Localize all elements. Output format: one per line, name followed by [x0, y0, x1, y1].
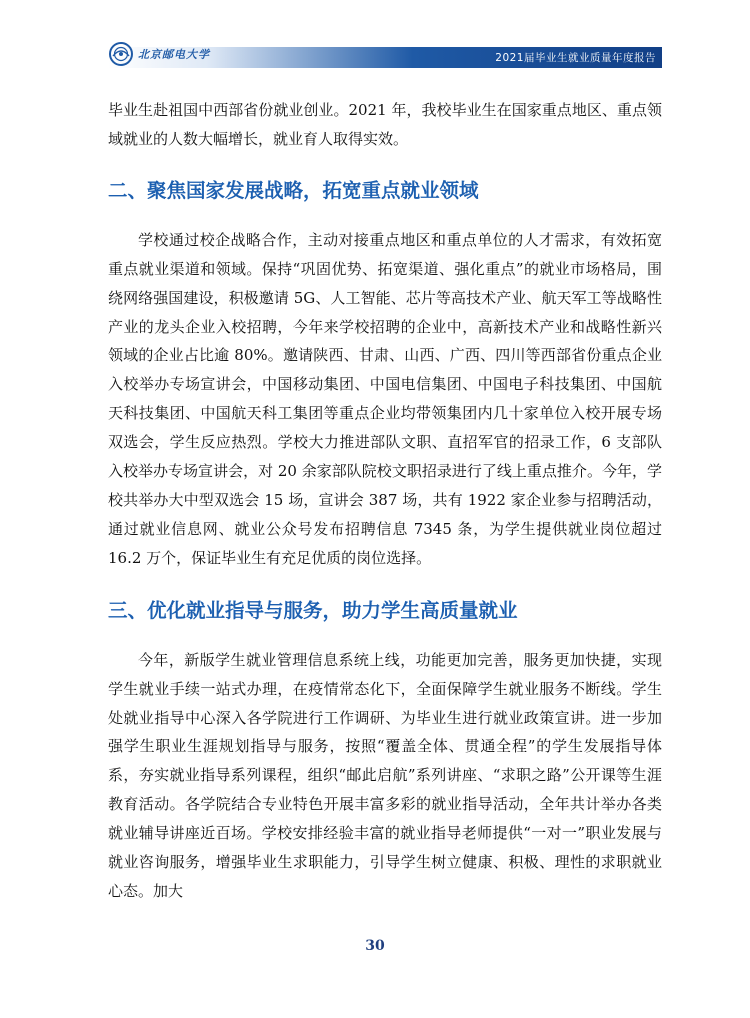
university-logo: [108, 40, 210, 68]
paragraph-strategy: 学校通过校企战略合作，主动对接重点地区和重点单位的人才需求，有效拓宽重点就业渠道和领域。保持“巩固优势、拓宽渠道、强化重点”的就业市场格局，围绕网络强国建设，积极邀请 5G、人工智能、芯片等高技术产业、航天军工等战略性产业的龙头企业入校招聘，今年来学校招聘的企业中，高新技术产业和战略性新兴领域的企业占比逾 80%。邀请陕西、甘肃、山西、广西、四川等西部省份重点企业入校举办专场宣讲会，中国移动集团、中国电信集团、中国电子科技集团、中国航天科技集团、中国航天科工集团等重点企业均带领集团内几十家单位入校开展专场双选会，学生反应热烈。学校大力推进部队文职、直招军官的招录工作，6 支部队入校举办专场宣讲会，对 20 余家部队院校文职招录进行了线上重点推介。今年，学校共举办大中型双选会 15 场，宣讲会 387 场，共有 1922 家企业参与招聘活动，通过就业信息网、就业公众号发布招聘信息 7345 条，为学生提供就业岗位超过 16.2 万个，保证毕业生有充足优质的岗位选择。: [108, 230, 662, 567]
paragraph-guidance: 今年，新版学生就业管理信息系统上线，功能更加完善，服务更加快捷，实现学生就业手续一站式办理，在疫情常态化下，全面保障学生就业服务不断线。学生处就业指导中心深入各学院进行工作调研、为毕业生进行就业政策宣讲。进一步加强学生职业生涯规划指导与服务，按照“覆盖全体、贯通全程”的学生发展指导体系，夯实就业指导系列课程，组织“邮此启航”系列讲座、“求职之路”公开课等生涯教育活动。各学院结合专业特色开展丰富多彩的就业指导活动，全年共计举办各类就业辅导讲座近百场。学校安排经验丰富的就业指导老师提供“一对一”职业发展与就业咨询服务，增强毕业生求职能力，引导学生树立健康、积极、理性的求职就业心态。加大: [108, 650, 662, 900]
report-title: 2021届毕业生就业质量年度报告: [495, 52, 656, 64]
page-header: [108, 40, 662, 68]
page-body: [108, 96, 662, 906]
section-heading-3: 三、优化就业指导与服务，助力学生高质量就业: [108, 598, 518, 622]
page-number: 30: [365, 938, 385, 954]
emblem-icon: [108, 41, 134, 67]
logo-text: 北京邮电大学: [138, 48, 210, 61]
paragraph-continuation: 毕业生赴祖国中西部省份就业创业。2021 年，我校毕业生在国家重点地区、重点领域就业的人数大幅增长，就业育人取得实效。: [108, 101, 662, 148]
section-heading-2: 二、聚焦国家发展战略，拓宽重点就业领域: [108, 178, 479, 202]
